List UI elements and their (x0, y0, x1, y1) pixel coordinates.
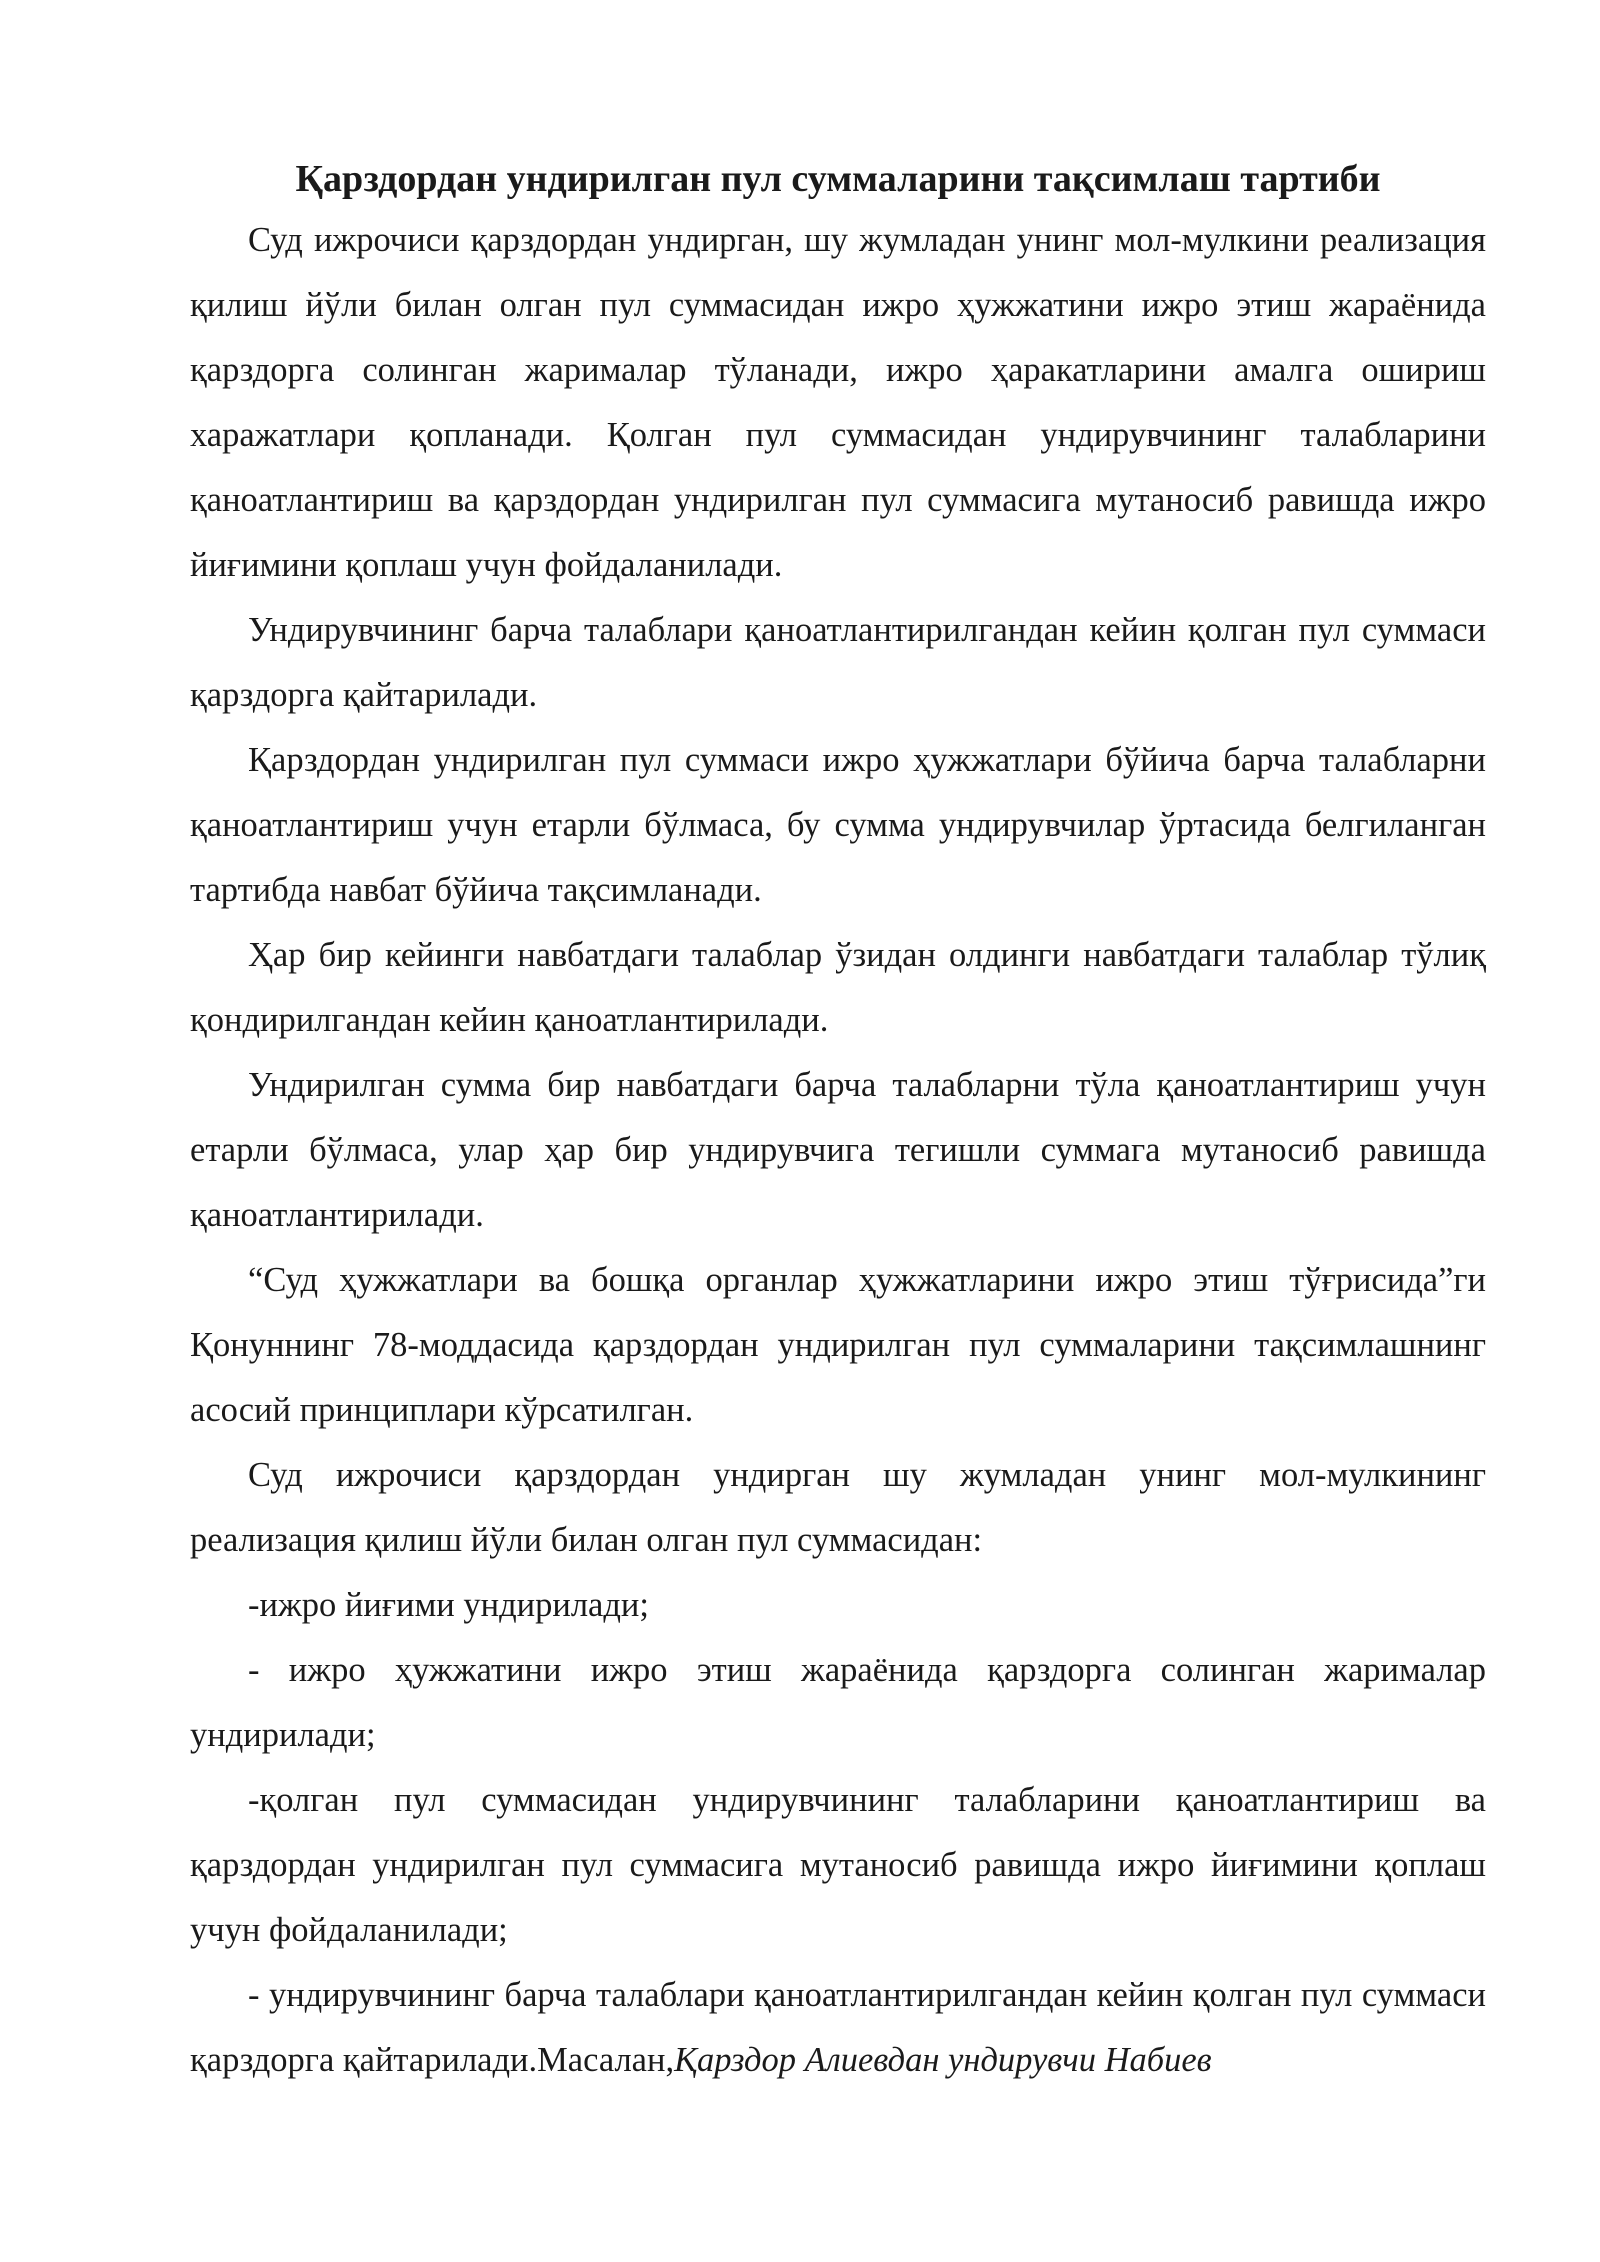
list-item: -ижро йиғими ундирилади; (248, 1586, 649, 1624)
list-item: -қолган пул суммасидан ундирувчининг талабларини қаноатлантириш ва қарздордан ундирилган пул суммасига мутаносиб равишда ижро йиғимини қоплаш учун фойдаланилади; (190, 1781, 1486, 1949)
paragraph: Ундирувчининг барча талаблари қаноатлантирилгандан кейин қолган пул суммаси қарздорга қайтарилади. (190, 611, 1486, 714)
example-italic-text: Қарздор Алиевдан ундирувчи Набиев (674, 2041, 1212, 2079)
paragraph: Қарздордан ундирилган пул суммаси ижро ҳужжатлари бўйича барча талабларни қаноатлантириш учун етарли бўлмаса, бу сумма ундирувчилар ўртасида белгиланган тартибда навбат бўйича тақсимланади. (190, 741, 1486, 909)
paragraph: Суд ижрочиси қарздордан ундирган, шу жумладан унинг мол-мулкини реализация қилиш йўли билан олган пул суммасидан ижро ҳужжатини ижро этиш жараёнида қарздорга солинган жарималар тўланади, ижро ҳаракатларини амалга ошириш харажатлари қопланади. Қолган пул суммасидан ундирувчининг талабларини қаноатлантириш ва қарздордан ундирилган пул суммасига мутаносиб равишда ижро йиғимини қоплаш учун фойдаланилади. (190, 221, 1486, 584)
list-item-last (190, 1963, 1486, 2093)
document-page (190, 150, 1486, 2093)
document-title: Қарздордан ундирилган пул суммаларини тақсимлаш тартиби (295, 158, 1381, 200)
paragraph: Ҳар бир кейинги навбатдаги талаблар ўзидан олдинги навбатдаги талаблар тўлиқ қондирилгандан кейин қаноатлантирилади. (190, 936, 1486, 1039)
paragraph: Суд ижрочиси қарздордан ундирган шу жумладан унинг мол-мулкининг реализация қилиш йўли билан олган пул суммасидан: (190, 1456, 1486, 1559)
list-item-text: - ундирувчининг барча талаблари қаноатлантирилгандан кейин қолган пул суммаси қарздорга қайтарилади.Масалан, (190, 1976, 1486, 2079)
paragraph: “Суд ҳужжатлари ва бошқа органлар ҳужжатларини ижро этиш тўғрисида”ги Қонуннинг 78-моддасида қарздордан ундирилган пул суммаларини тақсимлашнинг асосий принциплари кўрсатилган. (190, 1261, 1486, 1429)
list-item: - ижро ҳужжатини ижро этиш жараёнида қарздорга солинган жарималар ундирилади; (190, 1651, 1486, 1754)
paragraph: Ундирилган сумма бир навбатдаги барча талабларни тўла қаноатлантириш учун етарли бўлмаса, улар ҳар бир ундирувчига тегишли суммага мутаносиб равишда қаноатлантирилади. (190, 1066, 1486, 1234)
